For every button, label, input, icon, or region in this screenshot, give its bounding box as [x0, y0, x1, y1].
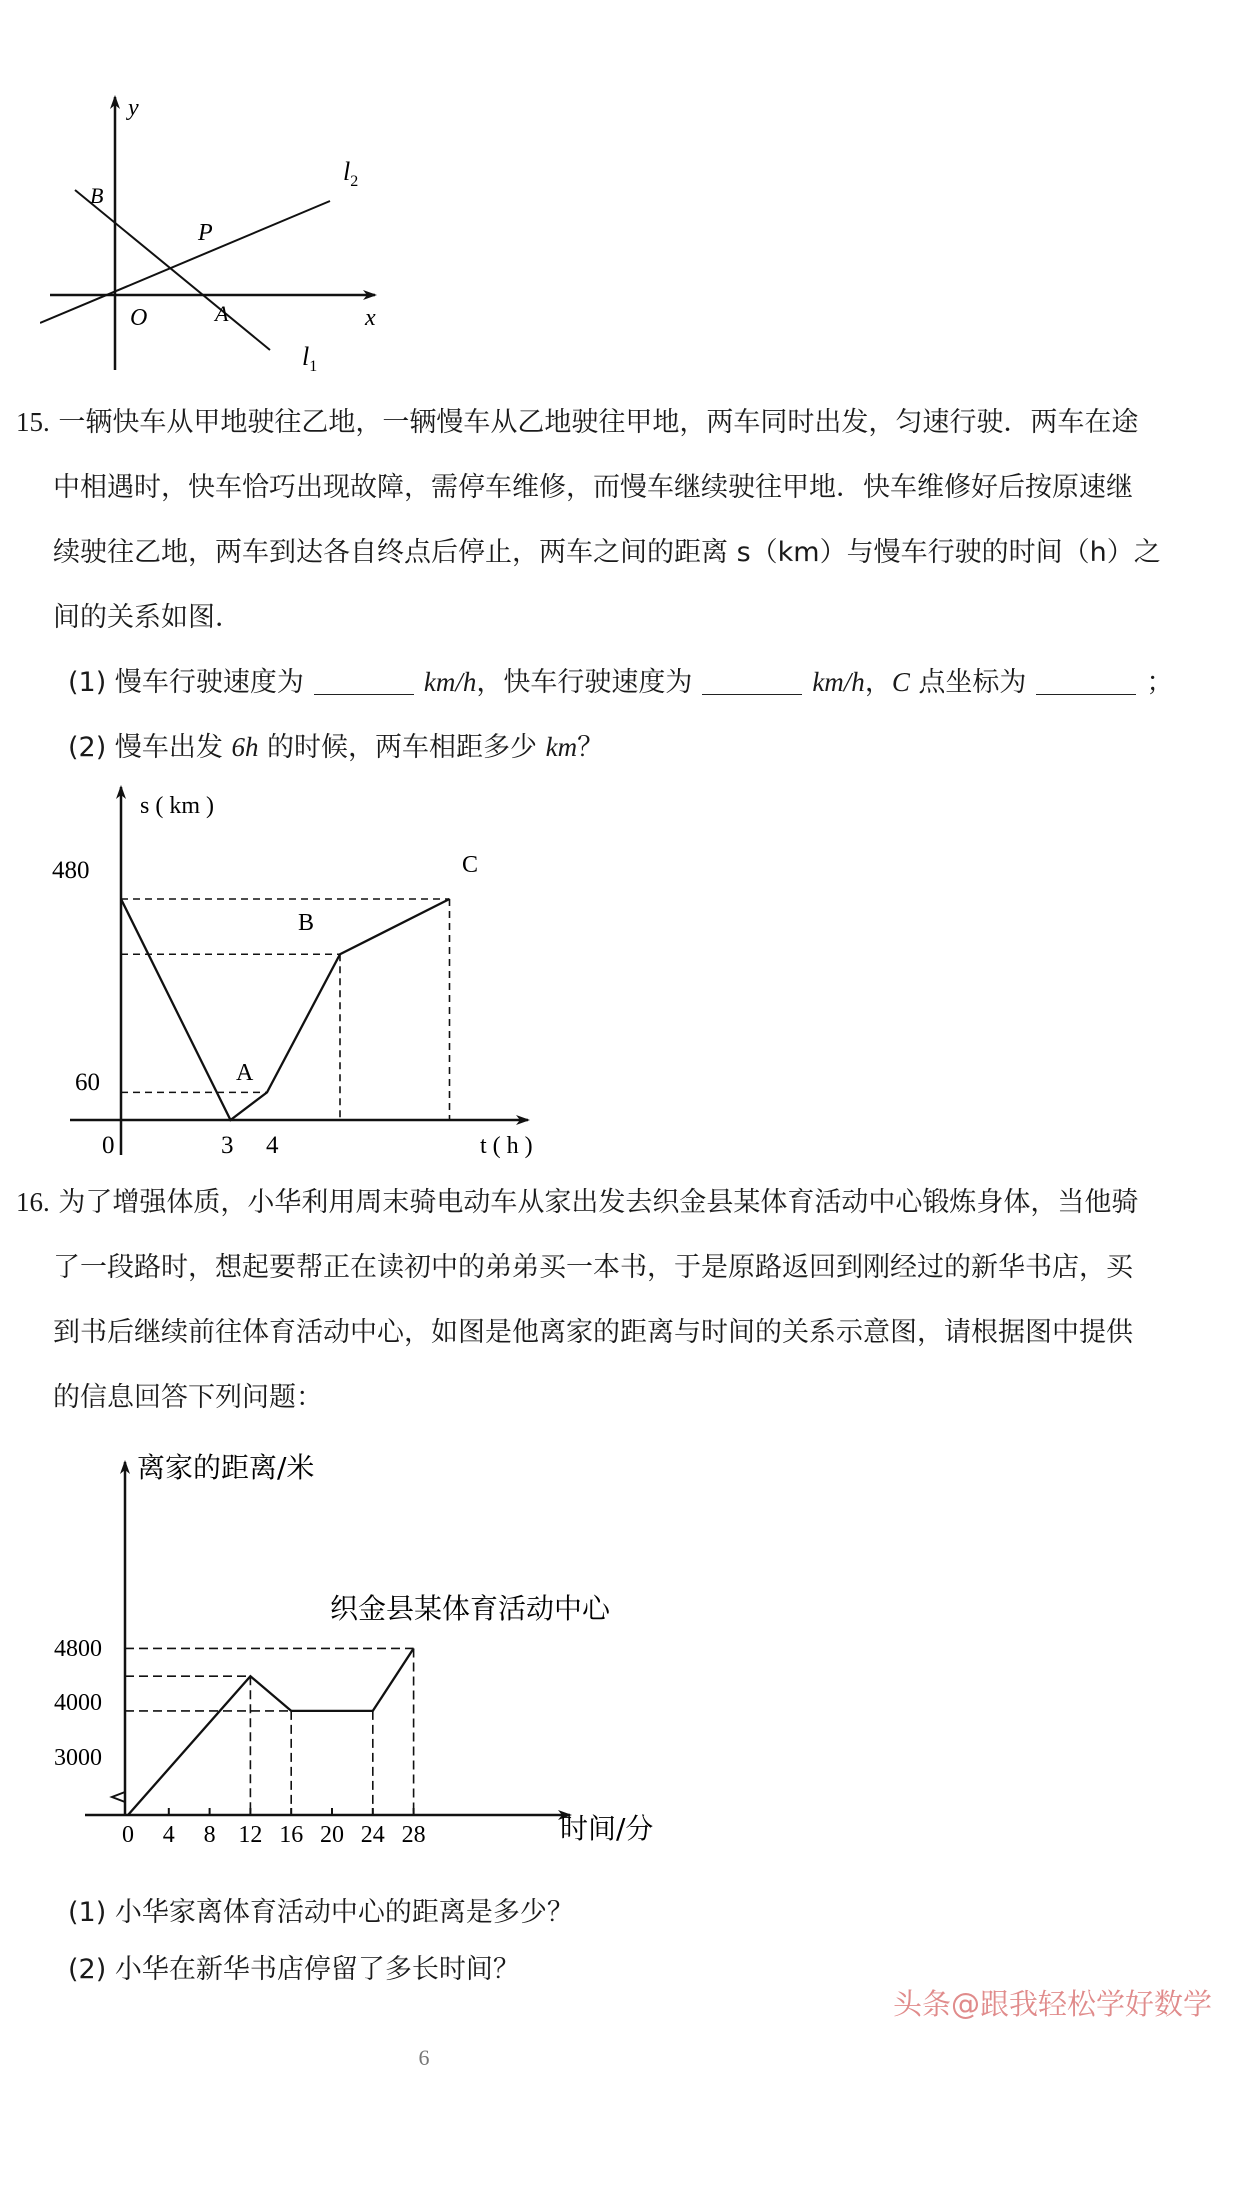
x-tick-20: 20 — [320, 1822, 344, 1848]
question-16-line-2: 了一段路时，想起要帮正在读初中的弟弟买一本书，于是原路返回到刚经过的新华书店，买 — [53, 1252, 1133, 1283]
question-16-part-2: (2) 小华在新华书店停留了多长时间？ — [68, 1954, 520, 1985]
x-tick-0: 0 — [102, 1132, 115, 1159]
question-16-line-3: 到书后继续前往体育活动中心，如图是他离家的距离与时间的关系示意图，请根据图中提供 — [53, 1317, 1133, 1348]
x-tick-4: 4 — [162, 1822, 175, 1848]
x-axis-label: x — [365, 305, 376, 331]
watermark: 头条@跟我轻松学好数学 — [892, 1987, 1212, 2021]
x-tick-12: 12 — [238, 1822, 263, 1848]
distance-time-chart-q15 — [40, 775, 580, 1175]
answer-blank-fast-speed[interactable] — [702, 666, 802, 695]
point-p-label: P — [198, 220, 213, 246]
question-15-number: 15. — [16, 407, 50, 437]
y-tick-4000: 4000 — [54, 1690, 102, 1716]
x-axis-label: t ( h ) — [480, 1133, 533, 1159]
question-16-line-1: 16. 为了增强体质，小华利用周末骑电动车从家出发去织金县某体育活动中心锻炼身体，当他骑 — [16, 1187, 1139, 1218]
point-a-label: A — [215, 301, 229, 326]
line-l2 — [40, 201, 330, 323]
y-axis-label: y — [128, 95, 139, 121]
question-15 — [16, 390, 1226, 650]
y-axis-label: 离家的距离/米 — [137, 1451, 315, 1484]
question-15-line-1: 15. 一辆快车从甲地驶往乙地，一辆慢车从乙地驶往甲地，两车同时出发，匀速行驶．两车在途 — [16, 407, 1139, 438]
x-tick-28: 28 — [401, 1822, 426, 1848]
point-a-label: A — [236, 1060, 254, 1086]
question-15-part-1: (1) 慢车行驶速度为 km/h，快车行驶速度为 km/h，C 点坐标为 ； — [68, 667, 1174, 698]
axis-break-mark — [112, 1792, 125, 1805]
question-16-line-4: 的信息回答下列问题： — [53, 1382, 323, 1413]
question-16-number: 16. — [16, 1187, 50, 1217]
question-16-part-1: (1) 小华家离体育活动中心的距离是多少？ — [68, 1897, 574, 1928]
x-tick-3: 3 — [221, 1132, 234, 1159]
origin-label: O — [130, 305, 148, 331]
y-tick-480: 480 — [52, 857, 90, 884]
point-b-label: B — [298, 910, 315, 936]
answer-blank-point-c[interactable] — [1036, 666, 1136, 695]
x-tick-8: 8 — [203, 1822, 216, 1848]
question-15-part-2: (2) 慢车出发 6h 的时候，两车相距多少 km？ — [68, 732, 605, 763]
line-l2-label: $l_2$ — [343, 157, 359, 190]
distance-line — [121, 899, 450, 1120]
distance-time-chart-q16 — [40, 1440, 680, 1860]
x-tick-4: 4 — [266, 1132, 279, 1159]
y-tick-4800: 4800 — [54, 1636, 102, 1662]
y-tick-3000: 3000 — [54, 1745, 102, 1771]
y-axis-label: s ( km ) — [140, 793, 214, 819]
destination-annotation: 织金县某体育活动中心 — [330, 1592, 611, 1625]
x-tick-0: 0 — [122, 1822, 134, 1848]
point-c-label: C — [462, 852, 479, 878]
x-tick-24: 24 — [360, 1822, 385, 1848]
line-l1 — [75, 190, 270, 350]
question-15-line-2: 中相遇时，快车恰巧出现故障，需停车维修，而慢车继续驶往甲地．快车维修好后按原速继 — [53, 472, 1133, 503]
distance-line — [128, 1648, 414, 1815]
intersecting-lines-figure — [40, 85, 400, 385]
answer-blank-slow-speed[interactable] — [314, 666, 414, 695]
page-number: 6 — [418, 2045, 430, 2070]
question-16 — [16, 1170, 1226, 1430]
y-tick-60: 60 — [75, 1069, 100, 1096]
question-15-line-4: 间的关系如图． — [53, 602, 242, 633]
point-b-label: B — [90, 183, 104, 208]
x-axis-label: 时间/分 — [560, 1812, 654, 1845]
x-tick-16: 16 — [279, 1822, 304, 1848]
question-15-line-3: 续驶往乙地，两车到达各自终点后停止，两车之间的距离 s（km）与慢车行驶的时间（h）之 — [53, 537, 1161, 568]
line-l1-label: $l_1$ — [302, 342, 318, 375]
